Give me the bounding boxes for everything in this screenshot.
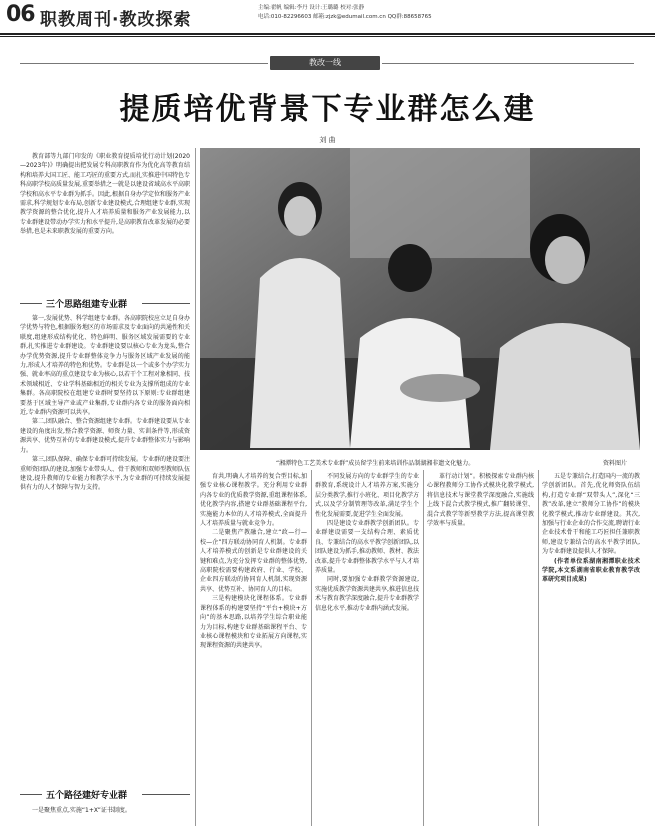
masthead-info-line2: 电话:010-82296603 邮箱:zjzk@edumail.com.cn QQ群:88658765	[258, 14, 432, 20]
kicker-line-left	[20, 63, 268, 64]
section1-paragraph-2: 第二,团队融合、整合资源组建专业群。专业群建设要从专业建设的角度出发,整合教学资源、师资力量、实训条件等,形成资源共享、优势互补的专业群建设模式,提升专业群整体实力与影响力。	[20, 418, 190, 454]
byline: 刘 曲	[319, 136, 336, 144]
section2-rule-right	[142, 794, 190, 795]
masthead-info	[258, 4, 432, 22]
masthead-rule-thin	[0, 36, 655, 37]
column-5	[542, 472, 640, 826]
col3-paragraph-1: 不同发展方向的专业群学生的专业群教育,系统设计人才培养方案,实施分层分类教学,推行小班化、项目化教学方式,以及学分制管理等改革,满足学生个性化发展需要,促进学生全面发展。	[315, 473, 419, 518]
intro-paragraph: 教育部等九部门印发的《职业教育提质培优行动计划(2020—2023年)》明确提出把发展专科高职教育作为优化高等教育结构和培养大国工匠、能工巧匠的重要方式,而扎实推进中国特色专科高职学校高质量发展,重要举措之一就是以建设省域高水平高职学校和高水平专业群为抓手。因此,根据自身办学定位和服务产业需求,科学规划专业布局,创新专业建设模式,合理组建专业群,实现教学资源的整合优化,提升人才培养质量和服务产业发展能力,以专业群建设带动办学实力和水平提升,是高职教育改革发展的必要举措,也是未来职教发展的重要方向。	[20, 153, 190, 236]
col2-paragraph-3: 三是构建模块化课程体系。专业群课程体系的构建要坚持“平台+模块+方向”的基本思路,以培养学生综合职业能力为目标,构建专业群基础课程平台、专业核心课程模块和专业拓展方向课程,实现课程资源的共建共享。	[200, 595, 307, 650]
col5-paragraph-1: 五是专兼结合,打造国内一流的教学创新团队。首先,优化师资队伍结构,打造专业群“双带头人”,深化“三教”改革,建立“教师分工协作”的模块化教学模式,推动专业群建设。其次,加强与行业企业的合作交流,聘请行业企业技术骨干和能工巧匠担任兼职教师,建设专兼结合的高水平教学团队,为专业群建设提供人才保障。	[542, 473, 640, 556]
section1-paragraph-1: 第一,发展优势、科学组建专业群。各高职院校应立足自身办学优势与特色,根据服务地区的市场需求及专业面向的共通性和关联度,组建形成结构优化、特色鲜明、服务区域发展需要的专业群,扎实推进专业群建设。专业群建设要以核心专业为龙头,整合办学优势资源,提升专业群整体竞争力与服务区域产业发展的能力,形成人才培养的特色和优势。专业群是以一个或多个办学实力强、就业率高的重点建设专业为核心,以若干个工程对象相同、技术领域相近、专业学科基础相近的相关专业为支撑所组成的专业集群。各高职院校在组建专业群时要坚持以下原则:专业群组建要基于区域主导产业或产业集群,专业群内各专业的服务面向相近,专业群内资源可以共享。	[20, 315, 190, 417]
kicker: 教改一线	[270, 56, 380, 70]
section2-paragraph-1: 一是聚焦重点,实施“1+X”证书制度。	[32, 807, 131, 814]
author-note: (作者单位系湖南湘潭职业技术学院,本文系湖南省职业教育教学改革研究项目成果)	[542, 557, 640, 584]
photo-caption: “湘潭特色工艺美术专业群”成员留学生前来培训作品制湖湘非遗文化魅力。	[276, 460, 475, 467]
col2-paragraph-1: 育共,明确人才培养的复合型目标,加强专业核心课程教学。充分利用专业群内各专业的优质教学资源,重组课程体系,优化教学内容,搭建专业群基础课程平台,实施能力本位的人才培养模式,全面提升人才培养质量与就业竞争力。	[200, 473, 307, 528]
section2-title: 五个路径建好专业群	[46, 791, 128, 801]
section1-title: 三个思路组建专业群	[46, 300, 128, 310]
col4-paragraph-1: 革行动计划”。积极探索专业群内核心课程教师分工协作式模块化教学模式,将信息技术与课堂教学深度融合,实施线上线下混合式教学模式,推广翻转课堂、混合式教学等新型教学方法,提高课堂教学效率与质量。	[427, 473, 534, 528]
masthead	[0, 0, 655, 30]
photo-credit: 资料图片	[603, 460, 628, 467]
column-divider-2	[311, 470, 312, 826]
column-divider-3	[423, 470, 424, 826]
masthead-rule	[0, 33, 655, 35]
section1-rule-right	[142, 303, 190, 304]
kicker-line-right	[382, 63, 634, 64]
column-divider-4	[538, 470, 539, 826]
col2-paragraph-2: 二是聚焦产教融合,建立“政—行—校—企”四方联动协同育人机制。专业群人才培养模式的创新是专业群建设的关键和难点,为充分发挥专业群的整体优势,高职院校需要构建政府、行业、学校、企业四方联动的协同育人机制,实现资源共享、优势互补、协同育人的目标。	[200, 529, 307, 593]
section2-column	[20, 806, 190, 826]
page-number: 06	[6, 2, 35, 27]
col3-paragraph-2: 四是建设专业群教学创新团队。专业群建设需要一支结构合理、素质优良、专兼结合的高水平教学创新团队,以团队建设为抓手,推动教师、教材、教法改革,提升专业群整体教学水平与人才培养质量。	[315, 520, 419, 575]
article-title: 提质培优背景下专业群怎么建	[119, 92, 536, 127]
section1-column	[20, 314, 190, 808]
column-2	[200, 472, 307, 826]
article-photo	[200, 148, 640, 450]
column-3	[315, 472, 419, 826]
col3-paragraph-3: 同时,要加强专业群教学资源建设,实施优质教学资源共建共享,推进信息技术与教育教学深度融合,提升专业群教学信息化水平,推动专业群内涵式发展。	[315, 576, 419, 612]
column-4	[427, 472, 534, 826]
photo-illustration	[200, 148, 640, 450]
masthead-info-line1: 主编:翟帆 编辑:李丹 设计:王璐璐 校对:张静	[258, 5, 365, 11]
intro-column	[20, 152, 190, 298]
section1-rule-left	[20, 303, 42, 304]
column-divider-1	[195, 148, 196, 826]
section1-paragraph-3: 第三,团队保障、确保专业群可持续发展。专业群的建设要注重师资团队的建设,加强专业带头人、骨干教师和双师型教师队伍建设,提升教师的专业能力和教学水平,为专业群的可持续发展提供有力的人才保障与智力支持。	[20, 456, 190, 492]
section2-rule-left	[20, 794, 42, 795]
section-title: 职教周刊·教改探索	[40, 10, 192, 30]
